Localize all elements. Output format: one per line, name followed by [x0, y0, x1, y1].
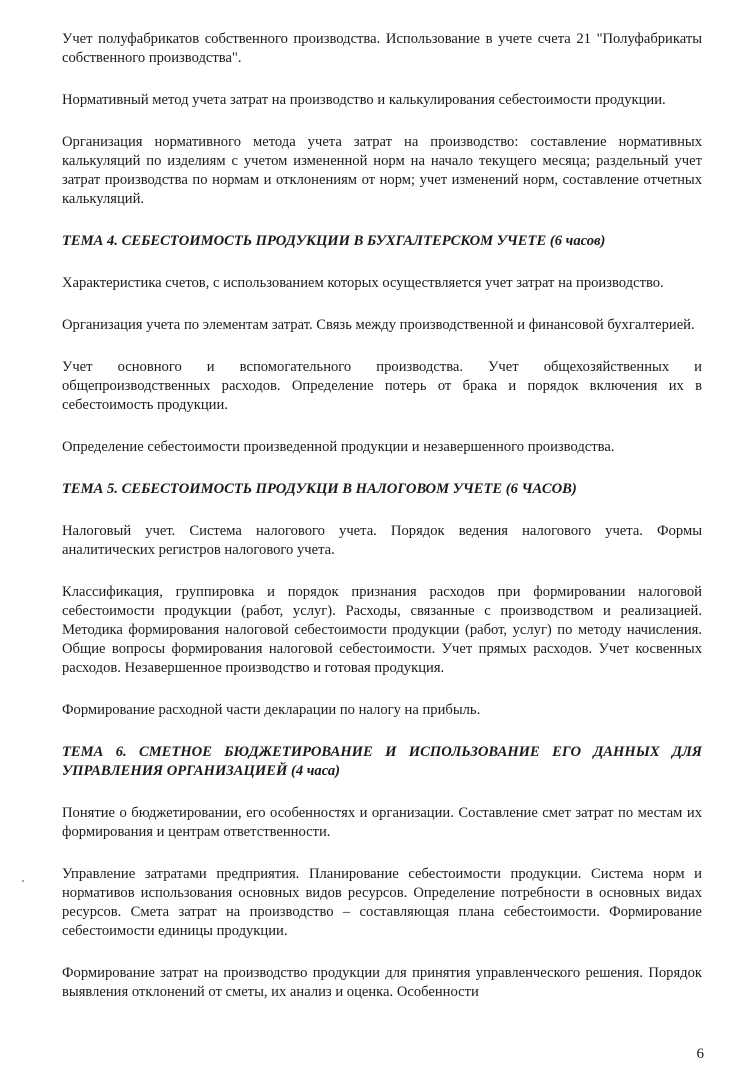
paragraph-cost-management: Управление затратами предприятия. Планирование себестоимости продукции. Система норм и нормативов использования основных видов ресурсов. Определение потребности в основных видах ресурсов. Смета затрат на производство – составляющая плана себестоимости. Формирование себестоимости единицы продукции.: [62, 866, 702, 939]
paragraph-normative-organization: Организация нормативного метода учета затрат на производство: составление нормативных калькуляций по изделиям с учетом измененной норм на начало текущего месяца; раздельный учет затрат производства по нормам и отклонениям от норм; учет изменений норм, составление отчетных калькуляций.: [62, 134, 702, 207]
paragraph-accounts-characteristics: Характеристика счетов, с использованием которых осуществляется учет затрат на производство.: [62, 275, 664, 291]
heading-topic-4-hours: (6 часов): [549, 233, 606, 249]
heading-topic-6: [62, 743, 702, 781]
paragraph-management-decision: Формирование затрат на производство продукции для принятия управленческого решения. Порядок выявления отклонений от сметы, их анализ и оценка. Особенности: [62, 965, 702, 1000]
heading-topic-5: ТЕМА 5. СЕБЕСТОИМОСТЬ ПРОДУКЦИ В НАЛОГОВОМ УЧЕТЕ (6 ЧАСОВ): [62, 481, 577, 497]
heading-topic-4: [62, 232, 702, 251]
paragraph-expense-classification: Классификация, группировка и порядок признания расходов при формировании налоговой себестоимости продукции (работ, услуг). Расходы, связанные с производством и реализацией. Методика формирования налоговой себестоимости продукции (работ, услуг) по методу начисления. Общие вопросы формирования налоговой себестоимости. Учет прямых расходов. Учет косвенных расходов. Незавершенное производство и готовая продукция.: [62, 584, 702, 676]
scan-speck: [22, 880, 24, 882]
paragraph-cost-determination: Определение себестоимости произведенной продукции и незавершенного производства.: [62, 439, 615, 455]
paragraph-cost-elements: Организация учета по элементам затрат. Связь между производственной и финансовой бухгалтерией.: [62, 317, 695, 333]
heading-topic-4-title: ТЕМА 4. СЕБЕСТОИМОСТЬ ПРОДУКЦИИ В БУХГАЛТЕРСКОМ УЧЕТЕ: [62, 233, 547, 249]
paragraph-semi-finished-accounting: Учет полуфабрикатов собственного производства. Использование в учете счета 21 "Полуфабрикаты собственного производства".: [62, 31, 702, 66]
heading-topic-6-hours: (4 часа): [290, 763, 340, 779]
page-number: 6: [696, 1046, 704, 1062]
document-page: [62, 30, 702, 1025]
paragraph-tax-accounting: Налоговый учет. Система налогового учета. Порядок ведения налогового учета. Формы аналитических регистров налогового учета.: [62, 523, 702, 558]
paragraph-main-auxiliary-production: Учет основного и вспомогательного производства. Учет общехозяйственных и общепроизводственных расходов. Определение потерь от брака и порядок включения их в себестоимость продукции.: [62, 359, 702, 413]
paragraph-budgeting-concept: Понятие о бюджетировании, его особенностях и организации. Составление смет затрат по местам их формирования и центрам ответственности.: [62, 805, 702, 840]
paragraph-tax-declaration: Формирование расходной части декларации по налогу на прибыль.: [62, 702, 481, 718]
heading-topic-6-title: ТЕМА 6. СМЕТНОЕ БЮДЖЕТИРОВАНИЕ И ИСПОЛЬЗОВАНИЕ ЕГО ДАННЫХ ДЛЯ УПРАВЛЕНИЯ ОРГАНИЗАЦИЕЙ: [62, 744, 702, 779]
paragraph-normative-method: Нормативный метод учета затрат на производство и калькулирования себестоимости продукции.: [62, 92, 666, 108]
